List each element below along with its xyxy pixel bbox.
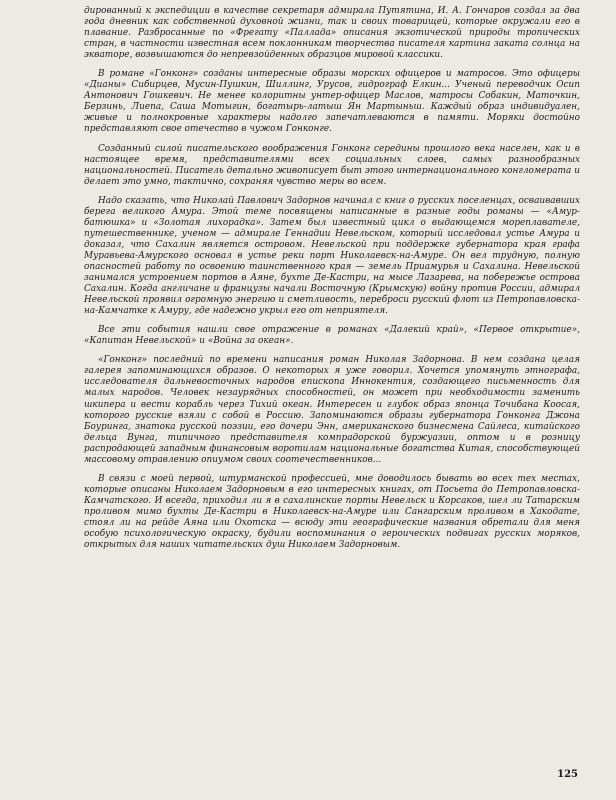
page-number: 125 — [557, 769, 578, 780]
paragraph-5: Все эти события нашли свое отражение в романах «Далекий край», «Первое открытие», «Капитан Невельской» и «Война за океан». — [84, 325, 580, 347]
paragraph-4: Надо сказать, что Николай Павлович Задорнов начинал с книг о русских поселенцах, осваивавших берега великого Амура. Этой теме посвящены написанные в разные годы романы — «Амур-батюшка» и «Золотая лихорадка». Затем был известный цикл о выдающемся мореплавателе, путешественнике, ученом — адмирале Геннадии Невельском, который исследовал устье Амура и доказал, что Сахалин является островом. Невельской при поддержке губернатора края графа Муравьева-Амурского основал в устье реки порт Николаевск-на-Амуре. Он вел трудную, полную опасностей работу по освоению таинственного края — земель Приамурья и Сахалина. Невельской занимался устроением портов в Аяне, бухте Де-Кастри, на мысе Лазарева, на побережье острова Сахалин. Когда англичане и французы начали Восточную (Крымскую) войну против России, адмирал Невельской проявил огромную энергию и сметливость, переброси русский флот из Петропавловска-на-Камчатке к Амуру, где надежно укрыл его от неприятеля. — [84, 195, 580, 317]
paragraph-2: В романе «Гонконг» созданы интересные образы морских офицеров и матросов. Это офицеры «Дианы» Сибирцев, Мусин-Пушкин, Шиллинг, Урусов, гидрограф Елкин... Ученый переводчик Осип Антонович Гошкевич. Не менее колоритны унтер-офицер Маслов, матросы Собакин, Маточкин, Берзинь, Лиепа, Саша Мотыгин, богатырь-латыш Ян Мартыньш. Каждый образ индивидуален, живые и полнокровные характеры надолго запечатлеваются в памяти. Моряки достойно представляют свое отечество в чужом Гонконге. — [84, 69, 580, 135]
paragraph-6: «Гонконг» последний по времени написания роман Николая Задорнова. В нем создана целая галерея запоминающихся образов. О некоторых я уже говорил. Хочется упомянуть этнографа, исследователя дальневосточных народов епископа Иннокентия, создающего письменность для малых народов. Человек незаурядных способностей, он может при необходимости заменить шкипера и вести корабль через Тихий океан. Интересен и глубок образ японца Точибана Коосая, которого русские взяли с собой в Россию. Запоминаются образы губернатора Гонконга Джона Боуринга, знатока русской поэзии, его дочери Энн, американского бизнесмена Сайлеса, китайского дельца Вунга, типичного представителя компрадорской буржуазии, оптом и в розницу распродающей западным финансовым воротилам национальные богатства Китая, способствующей массовому отравлению опиумом своих соотечественников... — [84, 355, 580, 465]
paragraph-3: Созданный силой писательского воображения Гонконг середины прошлого века населен, как и в настоящее время, представителями всех социальных слоев, самых разнообразных национальностей. Писатель детально живописует быт этого интернационального конгломерата и делает это умно, тактично, сохраняя чувство меры во всем. — [84, 143, 580, 187]
paragraph-7: В связи с моей первой, штурманской профессией, мне доводилось бывать во всех тех местах, которые описаны Николаем Задорновым в его интересных книгах, от Посьета до Петропавловска-Камчатского. И всегда, приходил ли я в сахалинские порты Невельск и Корсаков, шел ли Татарским проливом мимо бухты Де-Кастри в Николаевск-на-Амуре или Сангарским проливом в Хакодате, стоял ли на рейде Аяна или Охотска — всюду эти географические названия обретали для меня особую психологическую окраску, будили воспоминания о героических подвигах русских моряков, открытых для наших читательских душ Николаем Задорновым. — [84, 473, 580, 551]
paragraph-1: дированный к экспедиции в качестве секретаря адмирала Путятина, И. А. Гончаров создал за два года дневник как собственной духовной жизни, так и своих товарищей, которые окружали его в плавание. Разбросанные по «Фрегату «Паллада» описания экзотической природы тропических стран, в частности известная всем поклонникам творчества писателя картина заката солнца на экваторе, возвышаются до непревзойденных образцов мировой классики. — [84, 6, 580, 61]
